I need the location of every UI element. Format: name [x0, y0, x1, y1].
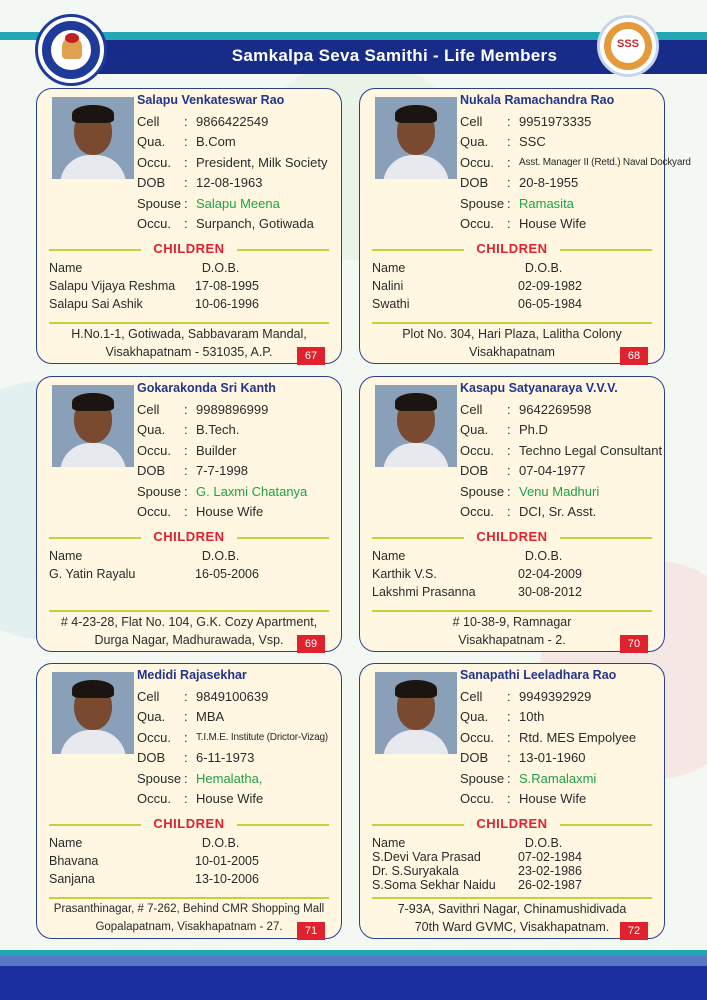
- children-list: [49, 549, 279, 585]
- children-dob-header: D.O.B.: [524, 261, 563, 275]
- detail-value-dob: 12-08-1963: [196, 175, 263, 191]
- detail-label: Qua.: [137, 134, 166, 150]
- address-line: Durga Nagar, Madhurawada, Vsp.: [94, 633, 284, 647]
- detail-value-dob: 20-8-1955: [519, 175, 579, 191]
- child-row: [49, 279, 279, 297]
- child-row: [49, 872, 279, 890]
- detail-colon: :: [184, 154, 188, 170]
- detail-label: Occu.: [460, 216, 494, 232]
- member-address: [370, 900, 654, 936]
- detail-value-cell: 9989896999: [196, 401, 269, 417]
- detail-colon: :: [507, 770, 511, 786]
- detail-colon: :: [507, 422, 511, 438]
- member-number-badge: 69: [297, 635, 325, 653]
- photo-hair: [72, 680, 114, 698]
- child-name: S.Devi Vara Prasad: [372, 850, 481, 864]
- children-label: CHILDREN: [153, 241, 225, 256]
- detail-row: [460, 748, 636, 769]
- children-name-header: Name: [372, 836, 406, 850]
- detail-colon: :: [507, 483, 511, 499]
- detail-label: Occu.: [137, 442, 171, 458]
- member-name: Kasapu Satyanaraya V.V.V.: [460, 381, 618, 395]
- detail-value-cell: 9866422549: [196, 113, 269, 129]
- address-line: Visakhapatnam - 2.: [458, 633, 566, 647]
- detail-colon: :: [507, 750, 511, 766]
- page-title: Samkalpa Seva Samithi - Life Members: [231, 46, 558, 65]
- detail-label: Cell: [137, 113, 160, 129]
- detail-label: Qua.: [460, 709, 489, 725]
- child-row: [49, 854, 279, 872]
- detail-label: Cell: [460, 688, 483, 704]
- detail-colon: :: [184, 401, 188, 417]
- detail-colon: :: [184, 709, 188, 725]
- member-details: [460, 111, 691, 234]
- detail-colon: :: [184, 195, 188, 211]
- child-dob: 16-05-2006: [195, 567, 259, 581]
- children-list: [49, 261, 279, 315]
- address-line: 70th Ward GVMC, Visakhapatnam.: [414, 920, 610, 934]
- address-line: H.No.1-1, Gotiwada, Sabbavaram Mandal,: [71, 327, 307, 341]
- detail-colon: :: [507, 729, 511, 745]
- member-card: [359, 376, 665, 652]
- photo-shirt: [60, 155, 126, 179]
- child-dob: 10-06-1996: [195, 297, 259, 311]
- address-divider: [372, 897, 652, 899]
- detail-label: DOB: [460, 750, 489, 766]
- member-name: Nukala Ramachandra Rao: [460, 93, 615, 107]
- member-photo: [375, 385, 457, 467]
- address-line: Prasanthinagar, # 7-262, Behind CMR Shopping Mall: [53, 903, 325, 915]
- detail-row: [137, 214, 328, 235]
- detail-colon: :: [184, 791, 188, 807]
- detail-value-spouse: Venu Madhuri: [519, 483, 600, 499]
- member-number-badge: 72: [620, 922, 648, 940]
- detail-row: [460, 707, 636, 728]
- member-details: [137, 686, 328, 809]
- address-line: # 4-23-28, Flat No. 104, G.K. Cozy Apartment,: [60, 615, 318, 629]
- detail-value-qua: B.Com: [196, 134, 236, 150]
- detail-colon: :: [507, 442, 511, 458]
- detail-value-qua: MBA: [196, 709, 225, 725]
- child-dob: 06-05-1984: [518, 297, 582, 311]
- children-heading: [372, 816, 652, 832]
- detail-value-spouse-occu: DCI, Sr. Asst.: [519, 504, 597, 520]
- detail-value-qua: SSC: [519, 134, 546, 150]
- children-header-row: [49, 836, 279, 854]
- children-header-row: [49, 549, 279, 567]
- photo-hair: [72, 105, 114, 123]
- member-photo: [52, 672, 134, 754]
- detail-colon: :: [184, 442, 188, 458]
- detail-label: Spouse: [137, 483, 182, 499]
- detail-label: Qua.: [137, 422, 166, 438]
- samithi-logo: [35, 14, 107, 86]
- address-line: Visakhapatnam - 531035, A.P.: [105, 345, 273, 359]
- detail-colon: :: [507, 134, 511, 150]
- address-line: Plot No. 304, Hari Plaza, Lalitha Colony: [402, 327, 622, 341]
- detail-colon: :: [184, 175, 188, 191]
- address-divider: [49, 610, 329, 612]
- children-label: CHILDREN: [153, 816, 225, 831]
- child-name: Salapu Sai Ashik: [49, 297, 143, 311]
- member-number-badge: 71: [297, 922, 325, 940]
- member-name: Gokarakonda Sri Kanth: [137, 381, 276, 395]
- member-details: [460, 686, 636, 809]
- member-details: [460, 399, 662, 522]
- detail-value-dob: 6-11-1973: [196, 750, 255, 766]
- member-number-badge: 70: [620, 635, 648, 653]
- children-label: CHILDREN: [153, 529, 225, 544]
- detail-label: Qua.: [460, 422, 489, 438]
- detail-value-qua: 10th: [519, 709, 545, 725]
- detail-label: Occu.: [460, 504, 494, 520]
- detail-colon: :: [184, 216, 188, 232]
- detail-colon: :: [184, 134, 188, 150]
- detail-label: Occu.: [137, 504, 171, 520]
- detail-row: [137, 173, 328, 194]
- photo-shirt: [383, 155, 449, 179]
- child-row: [372, 567, 602, 585]
- detail-value-occu: Techno Legal Consultant: [519, 442, 663, 458]
- detail-value-spouse: S.Ramalaxmi: [519, 770, 597, 786]
- child-name: S.Soma Sekhar Naidu: [372, 878, 496, 892]
- child-row: [372, 297, 602, 315]
- children-dob-header: D.O.B.: [201, 836, 240, 850]
- detail-label: Spouse: [137, 195, 182, 211]
- child-dob: 02-09-1982: [518, 279, 582, 293]
- member-address: [47, 613, 331, 649]
- detail-value-dob: 07-04-1977: [519, 463, 586, 479]
- heading-rule: [560, 249, 652, 251]
- child-name: Swathi: [372, 297, 410, 311]
- children-name-header: Name: [372, 549, 406, 563]
- detail-value-spouse-occu: House Wife: [519, 791, 587, 807]
- children-dob-header: D.O.B.: [201, 549, 240, 563]
- detail-label: Spouse: [137, 770, 182, 786]
- detail-value-spouse: Hemalatha,: [196, 770, 263, 786]
- children-name-header: Name: [49, 549, 83, 563]
- children-dob-header: D.O.B.: [524, 836, 563, 850]
- detail-colon: :: [507, 113, 511, 129]
- photo-hair: [395, 105, 437, 123]
- detail-value-dob: 7-7-1998: [196, 463, 249, 479]
- children-header-row: [372, 836, 602, 850]
- children-label: CHILDREN: [476, 816, 548, 831]
- member-photo: [52, 385, 134, 467]
- children-name-header: Name: [372, 261, 406, 275]
- detail-row: [460, 193, 691, 214]
- children-list: [372, 836, 602, 892]
- child-name: Lakshmi Prasanna: [372, 585, 476, 599]
- footer-bar: [0, 966, 707, 1000]
- child-row: [372, 279, 602, 297]
- child-name: Dr. S.Suryakala: [372, 864, 459, 878]
- children-label: CHILDREN: [476, 241, 548, 256]
- address-line: Gopalapatnam, Visakhapatnam - 27.: [95, 921, 283, 933]
- detail-row: [137, 152, 328, 173]
- child-name: Salapu Vijaya Reshma: [49, 279, 176, 293]
- detail-value-spouse: Salapu Meena: [196, 195, 280, 211]
- detail-row: [460, 686, 636, 707]
- detail-colon: :: [507, 709, 511, 725]
- detail-colon: :: [507, 791, 511, 807]
- detail-value-spouse-occu: House Wife: [196, 504, 264, 520]
- member-card: [359, 88, 691, 364]
- detail-label: Occu.: [137, 729, 171, 745]
- child-name: Nalini: [372, 279, 404, 293]
- detail-colon: :: [184, 729, 188, 745]
- child-dob: 26-02-1987: [518, 878, 582, 892]
- member-name: Salapu Venkateswar Rao: [137, 93, 285, 107]
- heading-rule: [237, 249, 329, 251]
- detail-label: Cell: [137, 401, 160, 417]
- photo-hair: [72, 393, 114, 411]
- member-photo: [52, 97, 134, 179]
- photo-shirt: [383, 443, 449, 467]
- detail-colon: :: [507, 463, 511, 479]
- detail-row: [137, 789, 328, 810]
- detail-row: [460, 440, 662, 461]
- member-address: [370, 325, 654, 361]
- child-dob: 23-02-1986: [518, 864, 582, 878]
- detail-value-occu: Asst. Manager II (Retd.) Naval Dockyard: [519, 156, 691, 168]
- detail-value-cell: 9951973335: [519, 113, 592, 129]
- detail-row: [460, 789, 636, 810]
- detail-value-spouse-occu: House Wife: [196, 791, 264, 807]
- detail-row: [137, 502, 307, 523]
- address-line: # 10-38-9, Ramnagar: [452, 615, 572, 629]
- photo-hair: [395, 680, 437, 698]
- children-dob-header: D.O.B.: [201, 261, 240, 275]
- detail-value-cell: 9949392929: [519, 688, 592, 704]
- child-row: [49, 567, 279, 585]
- children-header-row: [372, 261, 602, 279]
- detail-value-cell: 9849100639: [196, 688, 269, 704]
- member-card: [36, 663, 342, 939]
- detail-label: Spouse: [460, 770, 505, 786]
- detail-value-occu: President, Milk Society: [196, 154, 328, 170]
- detail-label: Cell: [460, 113, 483, 129]
- detail-label: DOB: [460, 463, 489, 479]
- detail-value-spouse-occu: Surpanch, Gotiwada: [196, 216, 314, 232]
- address-line: 7-93A, Savithri Nagar, Chinamushidivada: [397, 902, 627, 916]
- detail-colon: :: [507, 154, 511, 170]
- detail-row: [460, 132, 691, 153]
- member-address: [47, 325, 331, 361]
- detail-colon: :: [184, 113, 188, 129]
- member-address: [47, 900, 331, 936]
- detail-colon: :: [184, 688, 188, 704]
- detail-value-spouse: G. Laxmi Chatanya: [196, 483, 308, 499]
- heading-rule: [560, 537, 652, 539]
- detail-label: Occu.: [460, 791, 494, 807]
- child-name: G. Yatin Rayalu: [49, 567, 136, 581]
- detail-row: [460, 502, 662, 523]
- member-number-badge: 67: [297, 347, 325, 365]
- detail-row: [137, 707, 328, 728]
- detail-row: [460, 461, 662, 482]
- child-dob: 30-08-2012: [518, 585, 582, 599]
- member-number-badge: 68: [620, 347, 648, 365]
- detail-label: Occu.: [137, 791, 171, 807]
- detail-row: [460, 727, 636, 748]
- children-heading: [372, 529, 652, 545]
- detail-value-occu: Builder: [196, 442, 237, 458]
- member-card: [36, 88, 342, 364]
- children-heading: [49, 529, 329, 545]
- child-row: [372, 864, 602, 878]
- detail-row: [137, 132, 328, 153]
- children-header-row: [372, 549, 602, 567]
- children-dob-header: D.O.B.: [524, 549, 563, 563]
- address-divider: [372, 322, 652, 324]
- detail-row: [460, 768, 636, 789]
- detail-row: [137, 748, 328, 769]
- detail-colon: :: [507, 401, 511, 417]
- children-name-header: Name: [49, 261, 83, 275]
- detail-value-occu: Rtd. MES Empolyee: [519, 729, 637, 745]
- child-dob: 17-08-1995: [195, 279, 259, 293]
- sss-logo-text: SSS: [616, 38, 639, 50]
- children-header-row: [49, 261, 279, 279]
- detail-colon: :: [184, 463, 188, 479]
- photo-shirt: [60, 443, 126, 467]
- detail-value-cell: 9642269598: [519, 401, 592, 417]
- children-list: [372, 261, 602, 315]
- detail-row: [137, 440, 307, 461]
- detail-value-dob: 13-01-1960: [519, 750, 586, 766]
- children-heading: [49, 241, 329, 257]
- child-row: [49, 297, 279, 315]
- child-dob: 10-01-2005: [195, 854, 259, 868]
- child-dob: 02-04-2009: [518, 567, 582, 581]
- detail-row: [460, 481, 662, 502]
- detail-row: [137, 481, 307, 502]
- detail-label: Qua.: [460, 134, 489, 150]
- address-line: Visakhapatnam: [469, 345, 555, 359]
- detail-value-occu: T.I.M.E. Institute (Drictor-Vizag): [196, 731, 328, 743]
- detail-row: [137, 727, 328, 748]
- detail-row: [460, 111, 691, 132]
- detail-row: [460, 173, 691, 194]
- children-label: CHILDREN: [476, 529, 548, 544]
- sss-logo: [597, 15, 659, 77]
- photo-hair: [395, 393, 437, 411]
- detail-row: [460, 152, 691, 173]
- detail-label: DOB: [137, 463, 166, 479]
- children-heading: [49, 816, 329, 832]
- detail-label: Occu.: [460, 729, 494, 745]
- detail-colon: :: [184, 483, 188, 499]
- child-name: Karthik V.S.: [372, 567, 437, 581]
- child-row: [372, 850, 602, 864]
- heading-rule: [560, 824, 652, 826]
- detail-colon: :: [184, 422, 188, 438]
- detail-colon: :: [184, 504, 188, 520]
- child-name: Bhavana: [49, 854, 99, 868]
- detail-colon: :: [507, 688, 511, 704]
- detail-colon: :: [507, 504, 511, 520]
- detail-row: [137, 461, 307, 482]
- address-divider: [372, 610, 652, 612]
- detail-label: Occu.: [460, 442, 494, 458]
- detail-label: Occu.: [137, 154, 171, 170]
- detail-value-spouse-occu: House Wife: [519, 216, 587, 232]
- member-card: [36, 376, 342, 652]
- detail-value-spouse: Ramasita: [519, 195, 574, 211]
- address-divider: [49, 897, 329, 899]
- detail-label: Occu.: [137, 216, 171, 232]
- detail-row: [137, 111, 328, 132]
- detail-row: [137, 768, 328, 789]
- member-address: [370, 613, 654, 649]
- detail-label: Spouse: [460, 195, 505, 211]
- detail-label: Cell: [460, 401, 483, 417]
- logo-figure-head: [65, 33, 79, 43]
- detail-row: [137, 193, 328, 214]
- detail-colon: :: [184, 750, 188, 766]
- detail-label: DOB: [460, 175, 489, 191]
- detail-row: [460, 214, 691, 235]
- detail-value-qua: Ph.D: [519, 422, 548, 438]
- member-photo: [375, 672, 457, 754]
- detail-label: DOB: [137, 175, 166, 191]
- children-list: [49, 836, 279, 890]
- heading-rule: [237, 824, 329, 826]
- detail-label: Spouse: [460, 483, 505, 499]
- member-details: [137, 399, 307, 522]
- member-name: Medidi Rajasekhar: [137, 668, 247, 682]
- member-name: Sanapathi Leeladhara Rao: [460, 668, 617, 682]
- detail-label: Cell: [137, 688, 160, 704]
- child-name: Sanjana: [49, 872, 95, 886]
- detail-row: [137, 420, 307, 441]
- detail-label: Occu.: [460, 154, 494, 170]
- heading-rule: [237, 537, 329, 539]
- member-details: [137, 111, 328, 234]
- child-row: [372, 585, 602, 603]
- child-dob: 13-10-2006: [195, 872, 259, 886]
- footer-stripe: [0, 956, 707, 966]
- member-card: [359, 663, 665, 939]
- detail-label: Qua.: [137, 709, 166, 725]
- children-name-header: Name: [49, 836, 83, 850]
- detail-row: [137, 399, 307, 420]
- detail-row: [137, 686, 328, 707]
- detail-value-qua: B.Tech.: [196, 422, 240, 438]
- photo-shirt: [60, 730, 126, 754]
- member-photo: [375, 97, 457, 179]
- detail-label: DOB: [137, 750, 166, 766]
- child-dob: 07-02-1984: [518, 850, 582, 864]
- children-heading: [372, 241, 652, 257]
- child-row: [372, 878, 602, 892]
- photo-shirt: [383, 730, 449, 754]
- detail-colon: :: [184, 770, 188, 786]
- detail-row: [460, 420, 662, 441]
- detail-colon: :: [507, 175, 511, 191]
- detail-row: [460, 399, 662, 420]
- children-list: [372, 549, 602, 603]
- detail-colon: :: [507, 216, 511, 232]
- detail-colon: :: [507, 195, 511, 211]
- address-divider: [49, 322, 329, 324]
